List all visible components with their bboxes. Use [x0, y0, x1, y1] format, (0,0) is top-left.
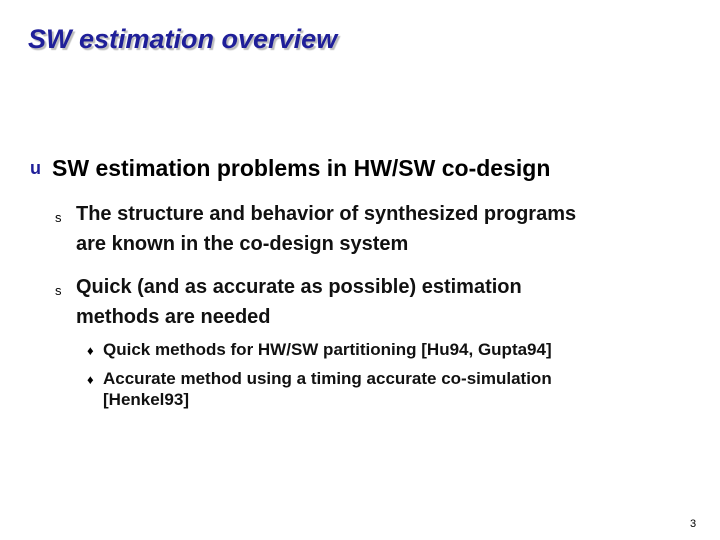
small-dot-bullet-icon: s — [55, 283, 62, 298]
nested-point-1-text — [103, 339, 552, 360]
sub-point-2-line-1: Quick (and as accurate as possible) estimation — [76, 276, 522, 298]
page-number: 3 — [690, 518, 697, 530]
small-dot-bullet-icon: s — [55, 210, 62, 225]
diamond-bullet-icon: ♦ — [87, 343, 94, 358]
nested-point-2-line-1: Accurate method using a timing accurate co-simulation — [103, 369, 552, 388]
blue-diamond-bullet-icon: u — [30, 158, 41, 178]
sub-point-1-text — [76, 199, 576, 259]
slide-title: SW estimation overview — [28, 24, 338, 54]
sub-point-2-line-2: methods are needed — [76, 306, 271, 328]
nested-point-2-line-2: [Henkel93] — [103, 390, 189, 409]
nested-point-2-text — [103, 368, 552, 410]
diamond-bullet-icon: ♦ — [87, 372, 94, 387]
sub-point-1-line-1: The structure and behavior of synthesized programs — [76, 203, 577, 225]
nested-point-1-line-1: Quick methods for HW/SW partitioning [Hu94, Gupta94] — [103, 340, 552, 359]
sub-point-2-text — [76, 272, 522, 332]
main-bullet-point — [30, 155, 550, 182]
sub-point-1-line-2: are known in the co-design system — [76, 233, 409, 255]
main-bullet-text: SW estimation problems in HW/SW co-design — [52, 155, 551, 181]
